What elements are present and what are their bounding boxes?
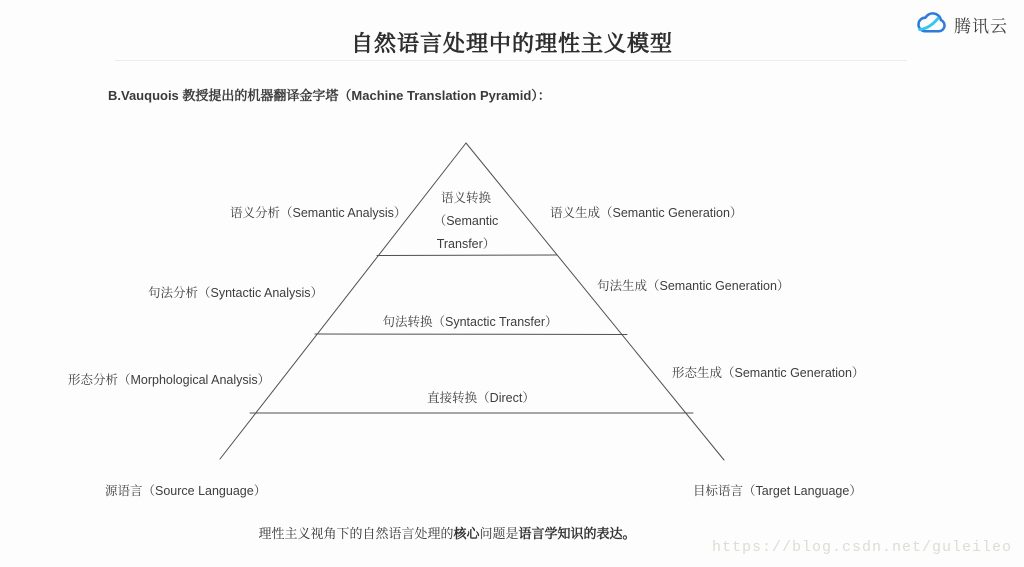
footnote-text: 理性主义视角下的自然语言处理的 xyxy=(258,526,454,541)
apex-label-line: （Semantic xyxy=(433,214,499,228)
label-syntactic-analysis: 句法分析（Syntactic Analysis） xyxy=(148,286,324,300)
csdn-watermark: https://blog.csdn.net/guleileo xyxy=(711,539,1012,556)
page-title: 自然语言处理中的理性主义模型 xyxy=(350,31,673,56)
label-syntactic-generation: 句法生成（Semantic Generation） xyxy=(597,279,790,293)
label-syntactic-transfer: 句法转换（Syntactic Transfer） xyxy=(382,315,558,329)
label-source-language: 源语言（Source Language） xyxy=(105,484,267,498)
label-semantic-analysis: 语义分析（Semantic Analysis） xyxy=(230,206,407,220)
footnote-bold: 语言学知识的表达。 xyxy=(518,526,636,541)
tencent-cloud-logo-text: 腾讯云 xyxy=(954,16,1008,36)
footnote-text: 问题是 xyxy=(479,526,519,541)
footnote-bold: 核心 xyxy=(453,526,480,541)
label-morphological-analysis: 形态分析（Morphological Analysis） xyxy=(68,373,271,387)
label-semantic-generation: 语义生成（Semantic Generation） xyxy=(550,206,743,220)
apex-label-line: 语义转换 xyxy=(440,191,492,205)
apex-label-line: Transfer） xyxy=(436,237,496,251)
label-target-language: 目标语言（Target Language） xyxy=(693,484,862,498)
label-direct-transfer: 直接转换（Direct） xyxy=(427,391,535,405)
slide-subtitle: B.Vauquois 教授提出的机器翻译金字塔（Machine Translation Pyramid）： xyxy=(108,88,551,103)
footnote xyxy=(258,523,635,542)
label-morphological-generation: 形态生成（Semantic Generation） xyxy=(672,366,865,380)
pyramid-apex-label xyxy=(434,187,499,256)
